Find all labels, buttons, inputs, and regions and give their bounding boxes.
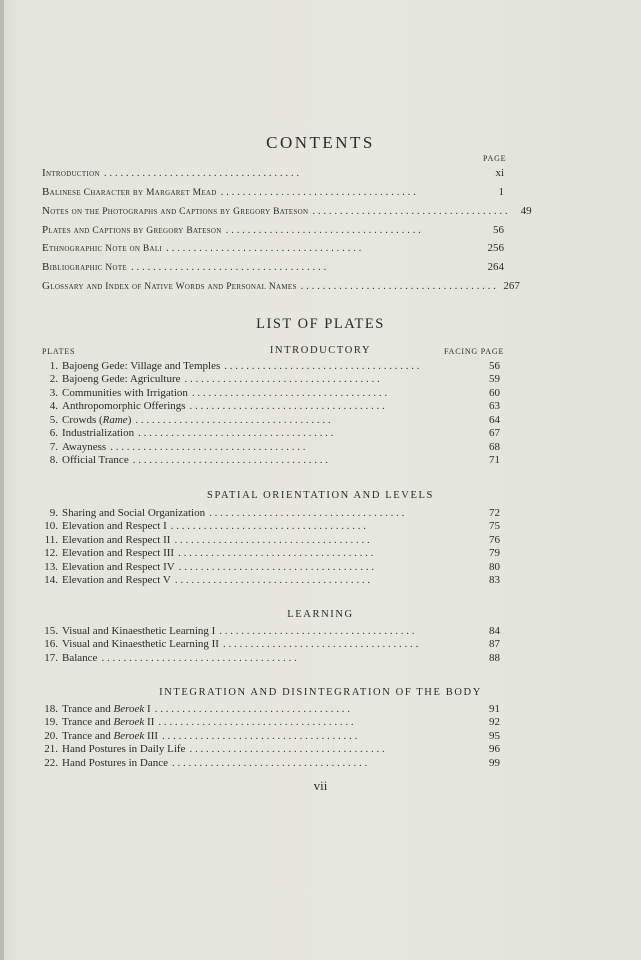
plate-facing-page: 88 bbox=[489, 651, 500, 664]
plate-title: Elevation and Respect II bbox=[62, 533, 171, 546]
leader-dots: . . . . . . . . . . . . . . . . . . . . . . . . . . . . . . . . . . . . bbox=[220, 186, 416, 198]
plate-number: 9. bbox=[49, 507, 58, 519]
plate-number: 22. bbox=[44, 756, 58, 769]
plate-facing-page: 91 bbox=[489, 703, 500, 715]
plate-number: 11. bbox=[44, 533, 58, 546]
contents-entry bbox=[42, 186, 504, 200]
plate-title: Trance and Beroek III bbox=[62, 729, 159, 742]
leader-dots: . . . . . . . . . . . . . . . . . . . . . . . . . . . . . . . . . . . . bbox=[224, 360, 420, 372]
leader-dots: . . . . . . . . . . . . . . . . . . . . . . . . . . . . . . . . . . . . bbox=[178, 560, 374, 573]
contents-entry bbox=[42, 224, 504, 238]
plate-number: 14. bbox=[44, 574, 58, 587]
plate-facing-page: 99 bbox=[489, 756, 500, 769]
plate-entry bbox=[36, 716, 500, 730]
contents-entry-title: Ethnographic Note on Bali bbox=[42, 242, 163, 254]
plate-facing-page: 84 bbox=[489, 625, 500, 637]
plate-number: 20. bbox=[44, 729, 58, 742]
plate-facing-page: 79 bbox=[489, 547, 500, 560]
plate-facing-page: 71 bbox=[489, 454, 500, 467]
plate-title: Elevation and Respect I bbox=[62, 520, 167, 533]
plate-entry bbox=[36, 520, 500, 534]
leader-dots: . . . . . . . . . . . . . . . . . . . . . . . . . . . . . . . . . . . . bbox=[162, 729, 358, 742]
plate-title: Elevation and Respect III bbox=[62, 547, 175, 560]
leader-dots: . . . . . . . . . . . . . . . . . . . . . . . . . . . . . . . . . . . . bbox=[191, 386, 388, 399]
plate-number: 3. bbox=[49, 386, 58, 399]
contents-entry-page: 1 bbox=[498, 186, 504, 198]
plate-number: 19. bbox=[44, 716, 58, 729]
leader-dots: . . . . . . . . . . . . . . . . . . . . . . . . . . . . . . . . . . . . bbox=[174, 574, 371, 587]
plate-title: Hand Postures in Dance bbox=[62, 756, 169, 769]
plates-section-heading: LEARNING bbox=[287, 609, 354, 620]
plate-facing-page: 72 bbox=[489, 507, 500, 519]
contents-entry-title: Plates and Captions by Gregory Bateson bbox=[42, 224, 222, 236]
plate-entry bbox=[36, 743, 500, 757]
contents-entry-title: Notes on the Photographs and Captions by Gregory Bateson bbox=[42, 205, 309, 217]
leader-dots: . . . . . . . . . . . . . . . . . . . . . . . . . . . . . . . . . . . . bbox=[101, 651, 297, 664]
plates-section-heading: INTRODUCTORY bbox=[269, 345, 372, 356]
plate-number: 17. bbox=[44, 651, 58, 664]
plate-facing-page: 59 bbox=[489, 373, 500, 386]
plate-title: Communities with Irrigation bbox=[62, 386, 188, 399]
plate-number: 16. bbox=[44, 638, 58, 651]
contents-heading: CONTENTS bbox=[266, 133, 375, 152]
plate-entry bbox=[36, 373, 500, 387]
plate-number: 21. bbox=[44, 743, 58, 756]
plate-entry bbox=[36, 652, 500, 666]
leader-dots: . . . . . . . . . . . . . . . . . . . . . . . . . . . . . . . . . . . . bbox=[172, 756, 368, 769]
plate-number: 10. bbox=[44, 520, 58, 533]
leader-dots: . . . . . . . . . . . . . . . . . . . . . . . . . . . . . . . . . . . . bbox=[138, 427, 334, 440]
plate-title: Elevation and Respect IV bbox=[62, 560, 175, 573]
leader-dots: . . . . . . . . . . . . . . . . . . . . . . . . . . . . . . . . . . . . bbox=[209, 507, 405, 519]
plate-title: Elevation and Respect V bbox=[62, 574, 171, 587]
plates-column-label: PLATES bbox=[42, 347, 76, 356]
plate-entry bbox=[36, 507, 500, 521]
plate-number: 13. bbox=[44, 560, 58, 573]
plate-number: 4. bbox=[49, 400, 58, 413]
list-of-plates-heading: LIST OF PLATES bbox=[256, 316, 385, 332]
plate-facing-page: 63 bbox=[489, 400, 500, 413]
plate-facing-page: 56 bbox=[489, 360, 500, 372]
plate-title: Bajoeng Gede: Village and Temples bbox=[62, 360, 221, 372]
leader-dots: . . . . . . . . . . . . . . . . . . . . . . . . . . . . . . . . . . . . bbox=[312, 205, 508, 217]
contents-entry bbox=[42, 167, 504, 181]
plate-entry bbox=[36, 574, 500, 588]
plate-entry bbox=[36, 454, 500, 468]
contents-entry-page: 56 bbox=[493, 224, 504, 236]
plate-entry bbox=[36, 730, 500, 744]
plate-entry bbox=[36, 625, 500, 639]
plate-entry bbox=[36, 534, 500, 548]
plate-number: 12. bbox=[44, 547, 58, 560]
leader-dots: . . . . . . . . . . . . . . . . . . . . . . . . . . . . . . . . . . . . bbox=[130, 261, 327, 273]
plate-title: Visual and Kinaesthetic Learning II bbox=[62, 638, 219, 651]
plate-entry bbox=[36, 441, 500, 455]
leader-dots: . . . . . . . . . . . . . . . . . . . . . . . . . . . . . . . . . . . . bbox=[189, 743, 385, 756]
plate-number: 5. bbox=[49, 413, 58, 426]
plate-title: Official Trance bbox=[62, 454, 129, 467]
plates-section-heading: SPATIAL ORIENTATION AND LEVELS bbox=[207, 490, 434, 501]
contents-entry bbox=[42, 261, 504, 275]
leader-dots: . . . . . . . . . . . . . . . . . . . . . . . . . . . . . . . . . . . . bbox=[154, 703, 350, 715]
plate-facing-page: 68 bbox=[489, 440, 500, 453]
plate-facing-page: 87 bbox=[489, 638, 500, 651]
leader-dots: . . . . . . . . . . . . . . . . . . . . . . . . . . . . . . . . . . . . bbox=[158, 716, 354, 729]
facing-page-column-label: FACING PAGE bbox=[444, 347, 505, 356]
leader-dots: . . . . . . . . . . . . . . . . . . . . . . . . . . . . . . . . . . . . bbox=[189, 400, 385, 413]
plate-title: Industrialization bbox=[62, 427, 135, 440]
plate-facing-page: 67 bbox=[489, 427, 500, 440]
plate-entry bbox=[36, 757, 500, 771]
leader-dots: . . . . . . . . . . . . . . . . . . . . . . . . . . . . . . . . . . . . bbox=[300, 280, 496, 292]
leader-dots: . . . . . . . . . . . . . . . . . . . . . . . . . . . . . . . . . . . . bbox=[225, 224, 421, 236]
contents-entry-title: Bibliographic Note bbox=[42, 261, 127, 273]
plate-entry bbox=[36, 547, 500, 561]
leader-dots: . . . . . . . . . . . . . . . . . . . . . . . . . . . . . . . . . . . . bbox=[103, 167, 300, 179]
contents-entry-title: Glossary and Index of Native Words and Personal Names bbox=[42, 280, 297, 292]
contents-entry bbox=[42, 280, 520, 294]
leader-dots: . . . . . . . . . . . . . . . . . . . . . . . . . . . . . . . . . . . . bbox=[174, 533, 370, 546]
plate-title: Sharing and Social Organization bbox=[62, 507, 206, 519]
plate-entry bbox=[36, 400, 500, 414]
contents-entry bbox=[42, 205, 532, 219]
plate-facing-page: 80 bbox=[489, 560, 500, 573]
plate-facing-page: 95 bbox=[489, 729, 500, 742]
plate-number: 18. bbox=[44, 703, 58, 715]
page-number: vii bbox=[313, 778, 328, 793]
contents-entry-page: 264 bbox=[487, 261, 504, 273]
plate-facing-page: 64 bbox=[489, 413, 500, 426]
page-column-label: PAGE bbox=[483, 154, 507, 163]
contents-entry-page: 267 bbox=[503, 280, 520, 292]
plate-entry bbox=[36, 387, 500, 401]
leader-dots: . . . . . . . . . . . . . . . . . . . . . . . . . . . . . . . . . . . . bbox=[166, 242, 362, 254]
leader-dots: . . . . . . . . . . . . . . . . . . . . . . . . . . . . . . . . . . . . bbox=[219, 625, 415, 637]
plate-title: Trance and Beroek I bbox=[62, 703, 151, 715]
plate-entry bbox=[36, 427, 500, 441]
leader-dots: . . . . . . . . . . . . . . . . . . . . . . . . . . . . . . . . . . . . bbox=[110, 440, 306, 453]
leader-dots: . . . . . . . . . . . . . . . . . . . . . . . . . . . . . . . . . . . . bbox=[170, 520, 367, 533]
plate-number: 8. bbox=[49, 454, 58, 467]
plate-facing-page: 83 bbox=[489, 574, 500, 587]
plate-title: Hand Postures in Daily Life bbox=[62, 743, 186, 756]
plate-title: Bajoeng Gede: Agriculture bbox=[62, 373, 181, 386]
leader-dots: . . . . . . . . . . . . . . . . . . . . . . . . . . . . . . . . . . . . bbox=[222, 638, 419, 651]
plate-title: Anthropomorphic Offerings bbox=[62, 400, 186, 413]
leader-dots: . . . . . . . . . . . . . . . . . . . . . . . . . . . . . . . . . . . . bbox=[135, 413, 331, 426]
leader-dots: . . . . . . . . . . . . . . . . . . . . . . . . . . . . . . . . . . . . bbox=[132, 454, 328, 467]
plate-number: 1. bbox=[49, 360, 58, 372]
plate-entry bbox=[36, 360, 500, 374]
contents-entry bbox=[42, 242, 504, 256]
plate-number: 2. bbox=[49, 373, 58, 386]
plate-title: Trance and Beroek II bbox=[62, 716, 155, 729]
plate-number: 7. bbox=[49, 440, 58, 453]
plate-title: Awayness bbox=[62, 440, 107, 453]
plate-facing-page: 96 bbox=[489, 743, 500, 756]
plate-entry bbox=[36, 638, 500, 652]
contents-entry-page: 256 bbox=[487, 242, 504, 254]
plate-facing-page: 75 bbox=[489, 520, 500, 533]
plate-entry bbox=[36, 414, 500, 428]
plates-section-heading: INTEGRATION AND DISINTEGRATION OF THE BODY bbox=[159, 687, 482, 698]
plate-title: Visual and Kinaesthetic Learning I bbox=[62, 625, 216, 637]
contents-entry-page: xi bbox=[495, 167, 504, 179]
plate-number: 15. bbox=[44, 625, 58, 637]
plate-number: 6. bbox=[49, 427, 58, 440]
contents-entry-page: 49 bbox=[520, 205, 532, 217]
leader-dots: . . . . . . . . . . . . . . . . . . . . . . . . . . . . . . . . . . . . bbox=[184, 373, 380, 386]
plate-entry bbox=[36, 561, 500, 575]
plate-facing-page: 76 bbox=[489, 533, 500, 546]
plate-entry bbox=[36, 703, 500, 717]
leader-dots: . . . . . . . . . . . . . . . . . . . . . . . . . . . . . . . . . . . . bbox=[178, 547, 374, 560]
contents-entry-title: Introduction bbox=[42, 167, 100, 179]
plate-facing-page: 92 bbox=[489, 716, 500, 729]
contents-entry-title: Balinese Character by Margaret Mead bbox=[42, 186, 217, 198]
plate-title: Balance bbox=[62, 651, 98, 664]
plate-facing-page: 60 bbox=[489, 386, 500, 399]
plate-title: Crowds (Rame) bbox=[62, 413, 132, 426]
